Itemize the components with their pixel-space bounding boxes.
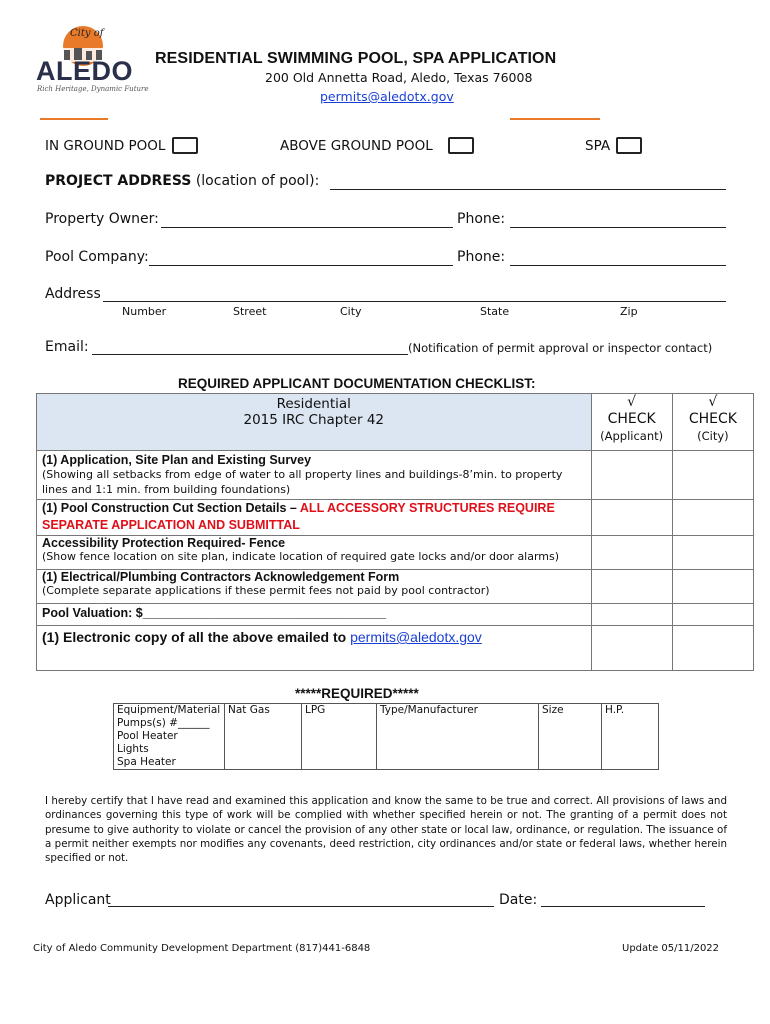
row-application-note: (Showing all setbacks from edge of water to all property lines and buildings-8’min. to property lines and 1:1 min. from building foundations)	[42, 468, 563, 496]
date-label: Date:	[499, 892, 538, 908]
size-header: Size	[539, 704, 602, 770]
city-check-header	[672, 394, 753, 451]
applicant-check-header	[591, 394, 672, 451]
row-contractors-title: (1) Electrical/Plumbing Contractors Acknowledgement Form	[42, 570, 400, 584]
row-electronic-copy-city-check[interactable]	[672, 626, 753, 671]
address-label: Address	[45, 286, 101, 302]
row-electronic-copy-applicant-check[interactable]	[591, 626, 672, 671]
pool-company-field[interactable]	[149, 265, 453, 266]
row-valuation-title[interactable]: Pool Valuation: $___________________________________	[37, 604, 592, 626]
type-manufacturer-header: Type/Manufacturer	[377, 704, 539, 770]
logo-top-text: City of	[70, 28, 104, 39]
row-fence-city-check[interactable]	[672, 536, 753, 570]
row-contractors-applicant-check[interactable]	[591, 570, 672, 604]
header-divider-left	[40, 118, 108, 120]
row-application-applicant-check[interactable]	[591, 451, 672, 500]
row-cut-section-city-check[interactable]	[672, 500, 753, 536]
address-zip-caption: Zip	[620, 305, 638, 318]
header-email-link[interactable]: permits@aledotx.gov	[320, 89, 454, 104]
address-field[interactable]	[103, 301, 726, 302]
row-contractors-note: (Complete separate applications if these permit fees not paid by pool contractor)	[42, 584, 490, 597]
row-application-title: (1) Application, Site Plan and Existing Survey	[42, 453, 312, 467]
header-divider-right	[510, 118, 600, 120]
email-field[interactable]	[92, 354, 408, 355]
row-cut-section-applicant-check[interactable]	[591, 500, 672, 536]
checklist-row-fence	[37, 536, 754, 570]
city-check-label: CHECK	[688, 411, 737, 427]
applicant-signature-label: Applicant	[45, 892, 111, 908]
check-mark-icon: √	[708, 394, 718, 410]
equipment-header: Equipment/Material	[114, 704, 225, 718]
checklist-row-electronic-copy	[37, 626, 754, 671]
equipment-row-spa-heater: Spa Heater	[114, 756, 225, 770]
checklist-row-cut-section	[37, 500, 754, 536]
in-ground-checkbox[interactable]	[172, 137, 198, 154]
row-valuation-applicant-check[interactable]	[591, 604, 672, 626]
logo-main-text: ALEDO	[36, 56, 133, 86]
checklist-row-contractors	[37, 570, 754, 604]
above-ground-checkbox[interactable]	[448, 137, 474, 154]
checklist-header-cell	[37, 394, 592, 451]
hp-header: H.P.	[602, 704, 659, 770]
in-ground-label: IN GROUND POOL	[45, 138, 166, 154]
row-cut-section-title: (1) Pool Construction Cut Section Details –	[42, 501, 300, 515]
equipment-row-pumps: Pumps(s) #______	[114, 717, 225, 730]
footer-department: City of Aledo Community Development Department (817)441-6848	[33, 943, 371, 954]
spa-checkbox[interactable]	[616, 137, 642, 154]
city-column-label: (City)	[697, 429, 729, 443]
certification-text: I hereby certify that I have read and examined this application and know the same to be true and correct. All provisions of laws and ordinances governing this type of work will be complied with whether specified herein or not. The granting of a permit does not presume to give authority to violate or cancel the provision of any other state or local law, ordinance, or regulation. The issuance of a permit neither exempts nor modifies any covenants, deed restriction, city ordinances and/or state or federal laws, whether herein specified or not.	[45, 795, 727, 865]
city-logo	[28, 24, 149, 104]
checklist-heading: REQUIRED APPLICANT DOCUMENTATION CHECKLIST:	[178, 376, 536, 391]
project-address-field[interactable]	[330, 189, 726, 190]
equipment-table	[113, 703, 659, 770]
logo-tagline: Rich Heritage, Dynamic Future	[37, 85, 149, 93]
page-title: RESIDENTIAL SWIMMING POOL, SPA APPLICATION	[155, 50, 557, 67]
nat-gas-header: Nat Gas	[225, 704, 302, 770]
checklist-table	[36, 393, 754, 671]
required-heading: *****REQUIRED*****	[295, 686, 419, 701]
project-address-label	[45, 173, 319, 189]
project-address-note: (location of pool):	[191, 173, 320, 189]
row-fence-applicant-check[interactable]	[591, 536, 672, 570]
project-address-bold: PROJECT ADDRESS	[45, 173, 192, 189]
email-label: Email:	[45, 339, 89, 355]
above-ground-label: ABOVE GROUND POOL	[280, 138, 433, 154]
office-address: 200 Old Annetta Road, Aledo, Texas 76008	[265, 70, 533, 85]
address-street-caption: Street	[233, 305, 267, 318]
address-number-caption: Number	[122, 305, 167, 318]
checklist-header-residential: Residential	[276, 396, 351, 412]
applicant-check-label: CHECK	[607, 411, 656, 427]
property-owner-field[interactable]	[161, 227, 453, 228]
row-fence-note: (Show fence location on site plan, indicate location of required gate locks and/or door alarms)	[42, 550, 560, 563]
row-electronic-copy-email-link[interactable]: permits@aledotx.gov	[350, 629, 482, 645]
row-cut-section-warning: ALL ACCESSORY STRUCTURES REQUIRE SEPARATE APPLICATION AND SUBMITTAL	[42, 501, 555, 532]
address-city-caption: City	[340, 305, 362, 318]
date-field[interactable]	[541, 906, 705, 907]
applicant-signature-field[interactable]	[108, 906, 494, 907]
check-mark-icon: √	[627, 394, 637, 410]
property-owner-label: Property Owner:	[45, 211, 159, 227]
row-valuation-city-check[interactable]	[672, 604, 753, 626]
email-note: (Notification of permit approval or inspector contact)	[408, 341, 713, 355]
owner-phone-field[interactable]	[510, 227, 726, 228]
footer-update-date: Update 05/11/2022	[622, 943, 720, 954]
pool-company-label: Pool Company:	[45, 249, 149, 265]
company-phone-field[interactable]	[510, 265, 726, 266]
equipment-row-lights: Lights	[114, 743, 225, 756]
applicant-column-label: (Applicant)	[600, 429, 664, 443]
lpg-header: LPG	[302, 704, 377, 770]
row-fence-title: Accessibility Protection Required- Fence	[42, 536, 286, 550]
checklist-header-code: 2015 IRC Chapter 42	[243, 412, 384, 428]
address-state-caption: State	[480, 305, 510, 318]
row-application-city-check[interactable]	[672, 451, 753, 500]
row-contractors-city-check[interactable]	[672, 570, 753, 604]
spa-label: SPA	[585, 138, 611, 154]
equipment-row-pool-heater: Pool Heater	[114, 730, 225, 743]
row-electronic-copy-title: (1) Electronic copy of all the above emailed to	[42, 629, 351, 645]
checklist-row-valuation	[37, 604, 754, 626]
company-phone-label: Phone:	[457, 249, 506, 265]
checklist-row-application	[37, 451, 754, 500]
owner-phone-label: Phone:	[457, 211, 506, 227]
